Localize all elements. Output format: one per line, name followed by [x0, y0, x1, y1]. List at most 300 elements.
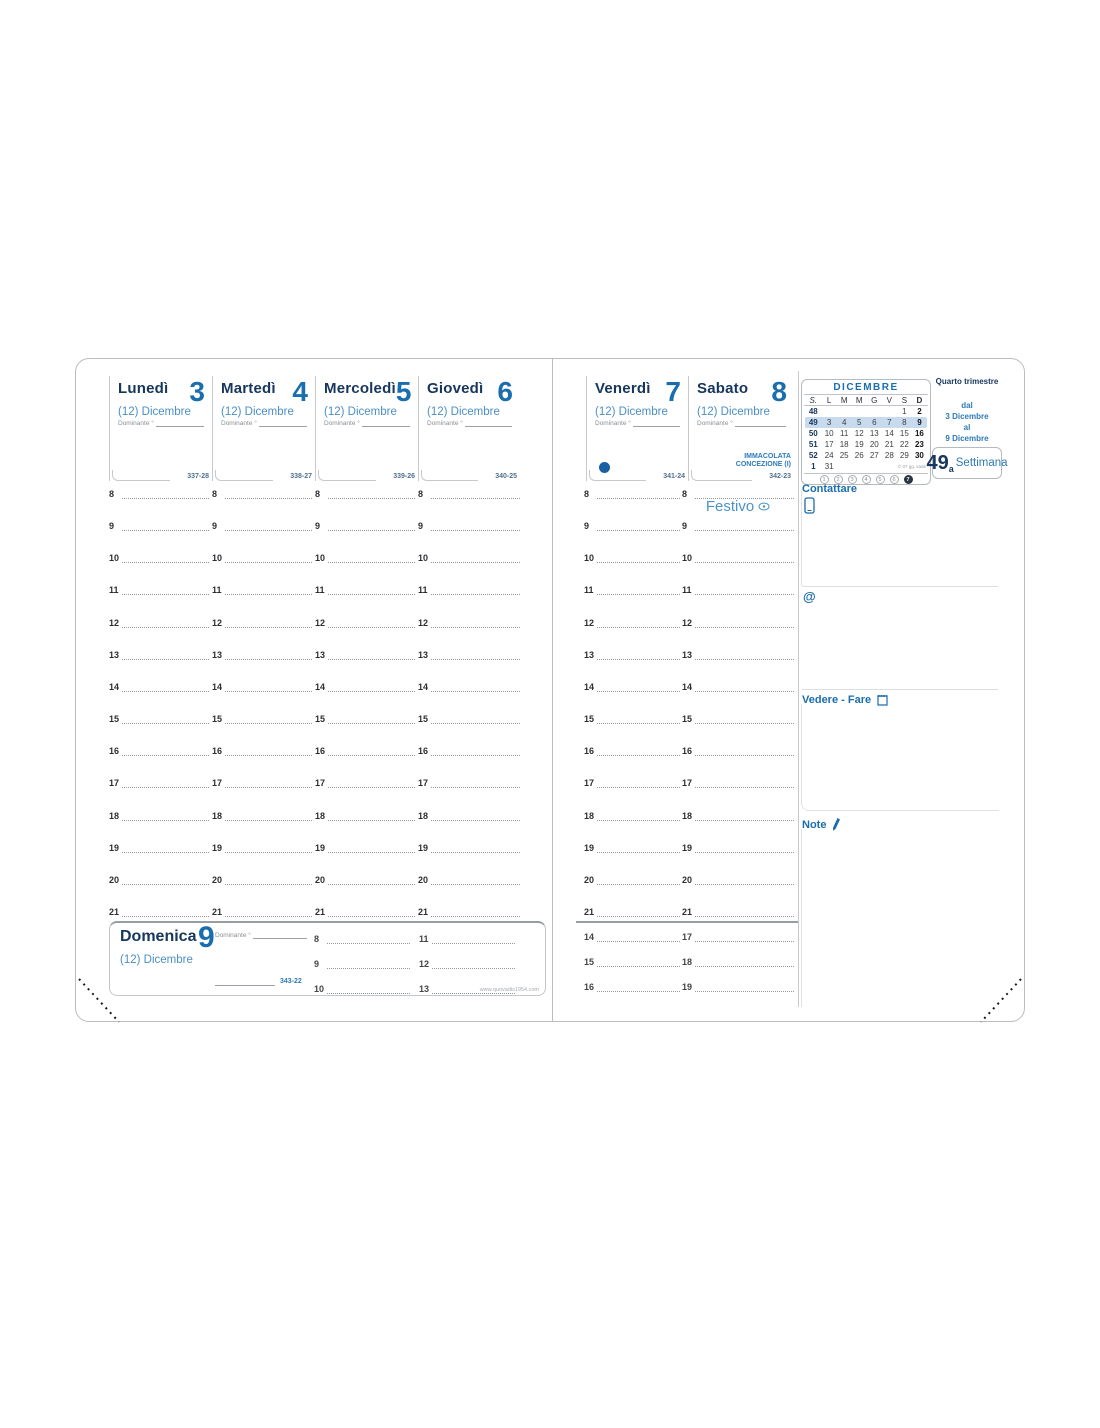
hour-label: 13 [109, 649, 120, 660]
hour-dotted-line [431, 688, 520, 692]
quarter-block [932, 377, 1002, 444]
hour-slot [418, 616, 520, 628]
calendar-day-cell: 18 [839, 440, 849, 449]
week-number: 49 [926, 451, 949, 474]
hour-dotted-line [431, 559, 520, 563]
dominante-field [110, 418, 212, 427]
hour-dotted-line [225, 495, 312, 499]
dominante-field [316, 418, 418, 427]
hour-dotted-line [597, 913, 680, 917]
hour-dotted-line [695, 688, 794, 692]
hour-dotted-line [225, 591, 312, 595]
hour-label: 10 [682, 553, 693, 564]
hour-label: 17 [212, 778, 223, 789]
header-bottom-rule [318, 470, 376, 481]
hour-label: 11 [584, 585, 594, 596]
hour-dotted-line [695, 559, 794, 563]
divider [802, 689, 998, 690]
calendar-day-cell: 12 [854, 429, 864, 438]
hour-label: 10 [315, 553, 326, 564]
day-name: Venerdì [595, 380, 651, 397]
hour-slot [584, 519, 680, 531]
dominante-field [215, 932, 307, 939]
hour-label: 13 [212, 649, 223, 660]
calendar-day-cell: 10 [824, 429, 834, 438]
hour-slot [682, 841, 794, 853]
corner-perforation-left [75, 975, 125, 1025]
hour-slot [109, 744, 209, 756]
hour-slot [584, 680, 680, 692]
hour-label: 13 [682, 649, 693, 660]
hour-slot [682, 873, 794, 885]
hour-slot [212, 776, 312, 788]
sunday-hour-slot [314, 982, 410, 994]
month-label: (12) Dicembre [595, 406, 668, 418]
hour-dotted-line [122, 495, 209, 499]
header-bottom-rule [589, 470, 646, 481]
day-number: 6 [497, 376, 513, 407]
hour-dotted-line [597, 624, 680, 628]
calendar-day-cell: 5 [857, 418, 862, 427]
hour-slot [315, 519, 415, 531]
hour-dotted-line [328, 624, 415, 628]
sunday-hour-slot [314, 932, 410, 944]
hour-dotted-line [597, 988, 680, 992]
calendar-day-cell: 24 [824, 451, 834, 460]
hour-dotted-line [695, 624, 794, 628]
hour-slot [315, 680, 415, 692]
hour-slot [584, 551, 680, 563]
hour-label: 16 [315, 746, 326, 757]
hour-dotted-line [695, 881, 794, 885]
hour-label: 20 [418, 874, 429, 885]
hour-label: 15 [212, 714, 223, 725]
hour-slot [212, 680, 312, 692]
hour-slot [418, 873, 520, 885]
dominante-field [689, 418, 794, 427]
hour-slot [315, 905, 415, 917]
contattare-text: Contattare [802, 483, 858, 495]
hour-slot [212, 712, 312, 724]
hour-slot [212, 583, 312, 595]
hour-label: 15 [109, 714, 120, 725]
hour-dotted-line [122, 752, 209, 756]
calendar-day-cell: 26 [854, 451, 864, 460]
hour-slot [682, 712, 794, 724]
hour-label: 14 [584, 932, 595, 942]
hour-dotted-line [695, 938, 794, 942]
sunday-section [109, 921, 546, 996]
day-header-top [689, 376, 794, 407]
divider [802, 586, 998, 587]
week-number-box [926, 447, 1008, 479]
hour-label: 21 [109, 906, 120, 917]
hour-dotted-line [597, 752, 680, 756]
hour-label: 9 [109, 521, 115, 532]
week-number-cell: 1 [811, 462, 816, 471]
hour-slot [682, 744, 794, 756]
calendar-day-cell: 9 [917, 418, 922, 427]
hour-slot [212, 487, 312, 499]
hour-slot [109, 776, 209, 788]
day-of-year-code: 340-25 [495, 473, 517, 480]
hour-slot [418, 744, 520, 756]
calendar-day-cell [882, 461, 897, 472]
hour-slot [212, 744, 312, 756]
day-of-year-code: 337-28 [187, 473, 209, 480]
calendar-footnote: © 07 gg. vade [897, 464, 926, 469]
range-from: 3 Dicembre [945, 412, 989, 421]
hour-dotted-line [225, 559, 312, 563]
week-number-suffix: a [948, 464, 954, 474]
hour-label: 16 [212, 746, 223, 757]
hour-slot [212, 616, 312, 628]
festivo-note [682, 498, 794, 515]
day-header-1 [212, 376, 315, 481]
dominante-label: Dominante ° [324, 420, 360, 427]
hour-dotted-line [431, 752, 520, 756]
hour-slot [315, 616, 415, 628]
calendar-day-cell: 16 [914, 429, 924, 438]
day-of-year-code: 339-26 [393, 473, 415, 480]
hour-slot [418, 487, 520, 499]
hour-dotted-line [122, 849, 209, 853]
hour-dotted-line [695, 527, 794, 531]
hour-dotted-line [695, 784, 794, 788]
hour-dotted-line [327, 965, 410, 969]
hour-slot [418, 680, 520, 692]
hour-dotted-line [328, 784, 415, 788]
hour-slot [315, 487, 415, 499]
weekday-header-cell: V [886, 396, 892, 405]
hour-slot [109, 551, 209, 563]
sunday-hour-slot [682, 955, 794, 967]
pager-dot: 4 [862, 475, 871, 484]
hour-label: 17 [682, 778, 693, 789]
hour-label: 12 [315, 617, 326, 628]
hour-label: 12 [109, 617, 120, 628]
hour-dotted-line [431, 849, 520, 853]
hour-slot [315, 583, 415, 595]
hour-label: 8 [109, 489, 115, 499]
hour-dotted-line [122, 720, 209, 724]
page-gutter-line [552, 359, 553, 1021]
pager-dot: 6 [890, 475, 899, 484]
day-name: Mercoledì [324, 380, 396, 397]
dominante-writing-line [259, 420, 307, 427]
hour-label: 9 [212, 521, 218, 532]
hour-dotted-line [431, 495, 520, 499]
day-number: 5 [395, 376, 412, 407]
calendar-day-cell: 1 [902, 407, 907, 416]
hour-slot [682, 519, 794, 531]
calendar-day-cell: 29 [899, 451, 909, 460]
hour-slot [212, 841, 312, 853]
contattare-area [801, 489, 999, 586]
hour-dotted-line [225, 752, 312, 756]
calendar-day-cell [867, 406, 882, 417]
hour-dotted-line [122, 784, 209, 788]
week-number-cell: 48 [808, 407, 818, 416]
month-label: (12) Dicembre [118, 406, 191, 418]
hour-label: 15 [584, 714, 595, 725]
month-label: (12) Dicembre [221, 406, 294, 418]
day-header-top [316, 376, 418, 407]
calendar-week-row [805, 428, 927, 439]
hour-dotted-line [122, 527, 209, 531]
hour-slot [418, 712, 520, 724]
day-of-year-code: 342-23 [769, 473, 791, 480]
calendar-week-row [805, 439, 927, 450]
dominante-label: Dominante ° [427, 420, 463, 427]
hour-label: 8 [682, 489, 688, 499]
hour-slot [315, 712, 415, 724]
hour-label: 14 [584, 681, 595, 692]
hour-slot [418, 551, 520, 563]
hour-label: 21 [315, 906, 326, 917]
dominante-writing-line [735, 420, 786, 427]
hour-label: 17 [315, 778, 326, 789]
hour-label: 20 [212, 874, 223, 885]
hour-label: 21 [584, 906, 595, 917]
dominante-label: Dominante ° [697, 420, 733, 427]
hour-label: 11 [109, 585, 119, 596]
hour-dotted-line [327, 990, 410, 994]
hour-label: 20 [109, 874, 120, 885]
hour-dotted-line [225, 656, 312, 660]
hour-dotted-line [122, 881, 209, 885]
hour-dotted-line [597, 784, 680, 788]
hour-slot [584, 583, 680, 595]
corner-perforation-right [975, 975, 1025, 1025]
hour-slot [584, 616, 680, 628]
hour-dotted-line [225, 913, 312, 917]
hour-label: 21 [418, 906, 429, 917]
hour-label: 14 [418, 681, 429, 692]
hour-label: 13 [315, 649, 326, 660]
hour-dotted-line [328, 495, 415, 499]
hour-label: 18 [682, 810, 693, 821]
hour-dotted-line [225, 881, 312, 885]
hour-slot [418, 841, 520, 853]
hour-label: 14 [682, 681, 693, 692]
planner-sheet [75, 358, 1025, 1022]
hour-dotted-line [225, 624, 312, 628]
calendar-week-row [805, 417, 927, 428]
day-name: Giovedì [427, 380, 484, 397]
email-at-icon: @ [803, 589, 816, 604]
hour-dotted-line [122, 656, 209, 660]
month-label: (12) Dicembre [120, 954, 193, 966]
calendar-day-cell [852, 406, 867, 417]
day-number: 4 [292, 376, 308, 407]
hour-dotted-line [597, 656, 680, 660]
hour-dotted-line [431, 720, 520, 724]
day-header-3 [418, 376, 520, 481]
calendar-day-cell: 31 [824, 462, 834, 471]
weekday-header-cell: D [916, 396, 923, 405]
weekday-header-cell: S [901, 396, 908, 405]
dominante-label: Dominante ° [118, 420, 154, 427]
hour-label: 11 [418, 585, 428, 596]
sidebar-separator-line [798, 371, 799, 1007]
hour-slot [212, 519, 312, 531]
hour-slot [584, 809, 680, 821]
hour-slot [109, 519, 209, 531]
hour-label: 11 [212, 585, 222, 596]
hour-dotted-line [695, 591, 794, 595]
hour-label: 14 [315, 681, 326, 692]
hour-dotted-line [431, 527, 520, 531]
day-header-2 [315, 376, 418, 481]
hour-label: 9 [584, 521, 590, 532]
hour-dotted-line [597, 495, 680, 499]
divider [804, 473, 928, 474]
hour-dotted-line [225, 817, 312, 821]
hour-slot [315, 841, 415, 853]
hour-dotted-line [225, 527, 312, 531]
vedere-fare-text: Vedere - Fare [802, 694, 872, 706]
hour-dotted-line [597, 688, 680, 692]
day-name: Martedì [221, 380, 276, 397]
hour-label: 19 [682, 982, 693, 992]
hour-dotted-line [122, 688, 209, 692]
hour-label: 18 [315, 810, 326, 821]
hour-slot [418, 809, 520, 821]
day-number: 8 [771, 376, 787, 407]
pager-dot: 1 [820, 475, 829, 484]
hour-label: 14 [109, 681, 120, 692]
hour-label: 18 [584, 810, 595, 821]
range-to: 9 Dicembre [945, 434, 989, 443]
calendar-day-cell: 23 [914, 440, 924, 449]
hour-label: 16 [584, 746, 595, 757]
hour-dotted-line [328, 720, 415, 724]
hour-label: 12 [584, 617, 595, 628]
header-bottom-rule [112, 470, 170, 481]
hour-label: 12 [419, 959, 430, 969]
hour-label: 19 [584, 842, 595, 853]
calendar-day-cell: 8 [902, 418, 907, 427]
day-number: 9 [198, 921, 215, 954]
hour-label: 16 [682, 746, 693, 757]
calendar-day-cell: 13 [869, 429, 879, 438]
hour-label: 18 [418, 810, 429, 821]
hour-dotted-line [432, 965, 515, 969]
hour-slot [584, 905, 680, 917]
hour-slot [584, 648, 680, 660]
hour-label: 12 [682, 617, 693, 628]
day-header-4 [586, 376, 688, 481]
vedere-fare-area [801, 704, 999, 811]
week-number-cell: 49 [808, 418, 818, 427]
mini-calendar-title: DICEMBRE [833, 382, 899, 393]
hour-slot [418, 583, 520, 595]
hour-slot [418, 905, 520, 917]
festivo-label: Festivo [705, 498, 755, 515]
hour-dotted-line [328, 752, 415, 756]
hour-label: 12 [418, 617, 429, 628]
sunday-hour-slot [584, 980, 680, 992]
week-number-cell: 51 [808, 440, 818, 449]
calendar-day-cell [867, 461, 882, 472]
day-name: Domenica [120, 928, 197, 945]
holiday-line-1: IMMACOLATA [744, 453, 791, 460]
week-word: Settimana [955, 457, 1008, 469]
hour-label: 16 [584, 982, 595, 992]
header-bottom-rule [215, 470, 273, 481]
week-number-cell: 50 [808, 429, 818, 438]
hour-label: 14 [212, 681, 223, 692]
holiday-line-2: CONCEZIONE (I) [735, 461, 791, 468]
day-header-top [110, 376, 212, 407]
dominante-writing-line [633, 420, 680, 427]
calendar-week-row [805, 450, 927, 461]
hour-slot [682, 648, 794, 660]
pager-dot: 7 [904, 475, 913, 484]
hour-label: 12 [212, 617, 223, 628]
sunday-hour-slot [584, 930, 680, 942]
weekday-header-cell: G [871, 396, 878, 405]
hour-label: 8 [212, 489, 218, 499]
hour-slot [109, 873, 209, 885]
pager-dot: 2 [834, 475, 843, 484]
hour-dotted-line [431, 817, 520, 821]
hour-label: 9 [418, 521, 424, 532]
header-bottom-rule [421, 470, 478, 481]
hour-dotted-line [328, 591, 415, 595]
mini-calendar [801, 379, 931, 485]
hour-slot [682, 551, 794, 563]
hour-label: 20 [584, 874, 595, 885]
hour-slot [109, 680, 209, 692]
hour-label: 8 [418, 489, 424, 499]
hour-dotted-line [597, 849, 680, 853]
hour-label: 16 [418, 746, 429, 757]
hour-label: 13 [418, 649, 429, 660]
calendar-day-cell: 3 [826, 418, 832, 427]
dominante-label: Dominante ° [215, 932, 251, 939]
weekday-header-cell: M [855, 396, 863, 405]
hour-label: 8 [315, 489, 321, 499]
hour-slot [109, 583, 209, 595]
hour-slot [315, 551, 415, 563]
hour-slot [109, 841, 209, 853]
calendar-day-cell: 17 [824, 440, 834, 449]
calendar-week-row [805, 406, 927, 417]
hour-slot [212, 648, 312, 660]
hour-dotted-line [695, 849, 794, 853]
week-date-range [932, 400, 1002, 444]
hour-dotted-line [597, 938, 680, 942]
hour-dotted-line [695, 752, 794, 756]
calendar-day-cell [837, 406, 852, 417]
calendar-day-cell: 7 [887, 418, 892, 427]
day-name: Sabato [697, 380, 749, 397]
calendar-day-cell: 6 [872, 418, 877, 427]
header-bottom-rule [691, 470, 752, 481]
hour-dotted-line [122, 559, 209, 563]
calendar-day-cell: 2 [917, 407, 922, 416]
hour-label: 11 [419, 934, 429, 944]
dominante-writing-line [465, 420, 512, 427]
hour-dotted-line [597, 559, 680, 563]
hour-slot [682, 809, 794, 821]
hour-dotted-line [695, 963, 794, 967]
right-page-separator [576, 921, 798, 923]
calendar-day-cell: 14 [884, 429, 894, 438]
hour-slot [212, 905, 312, 917]
